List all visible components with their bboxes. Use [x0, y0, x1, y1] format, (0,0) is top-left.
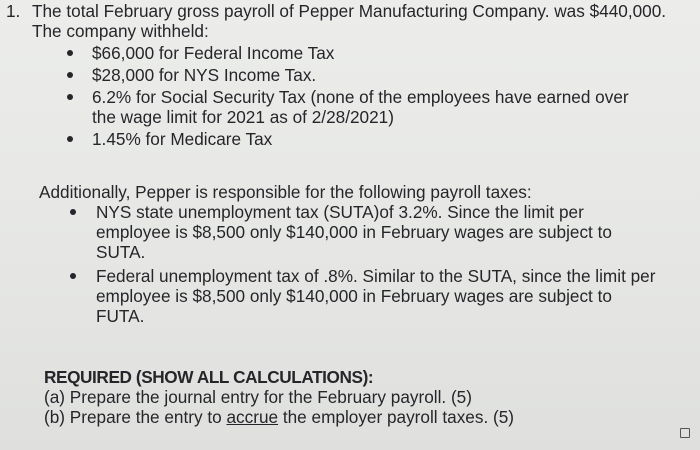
bullet-icon — [67, 94, 73, 100]
list-item-text: $28,000 for NYS Income Tax. — [92, 65, 317, 85]
required-section — [6, 367, 680, 427]
required-heading: REQUIRED (SHOW ALL CALCULATIONS): — [44, 367, 374, 387]
question-subtitle: The company withheld: — [32, 21, 209, 41]
list-item — [6, 87, 680, 127]
list-item — [6, 202, 680, 262]
required-part-b — [44, 407, 680, 427]
checkbox-icon — [680, 428, 690, 438]
list-item-text: NYS state unemployment tax (SUTA)of 3.2%. Since the limit per employee is $8,500 only $140,000 in February wages are subject to SUTA. — [96, 202, 612, 262]
bullet-icon — [67, 136, 73, 142]
bullet-icon — [67, 50, 73, 56]
list-item — [6, 129, 680, 149]
bullet-icon — [67, 72, 73, 78]
required-part-a: (a) Prepare the journal entry for the February payroll. (5) — [44, 387, 472, 407]
question-number: 1. — [6, 1, 21, 21]
withheld-list — [6, 43, 680, 149]
list-item — [6, 266, 680, 326]
question-title — [6, 1, 680, 21]
list-item-text: $66,000 for Federal Income Tax — [92, 43, 335, 63]
list-item-text: Federal unemployment tax of .8%. Similar to the SUTA, since the limit per employee is $8,500 only $140,000 in February wages are subject to FUTA. — [96, 266, 656, 326]
employer-taxes-list — [6, 202, 680, 326]
list-item — [6, 43, 680, 63]
question-title-text: The total February gross payroll of Pepper Manufacturing Company. was $440,000. — [32, 1, 667, 21]
part-b-underlined-word: accrue — [226, 407, 279, 427]
list-item — [6, 65, 680, 85]
part-b-prefix: (b) Prepare the entry to — [44, 407, 227, 427]
employer-taxes-intro: Additionally, Pepper is responsible for the following payroll taxes: — [39, 182, 532, 202]
part-b-suffix: the employer payroll taxes. (5) — [278, 407, 515, 427]
list-item-text: 1.45% for Medicare Tax — [92, 129, 273, 149]
bullet-icon — [70, 209, 76, 215]
list-item-text: 6.2% for Social Security Tax (none of the employees have earned over the wage limit for 2021 as of 2/28/2021) — [92, 87, 629, 127]
bullet-icon — [70, 273, 76, 279]
